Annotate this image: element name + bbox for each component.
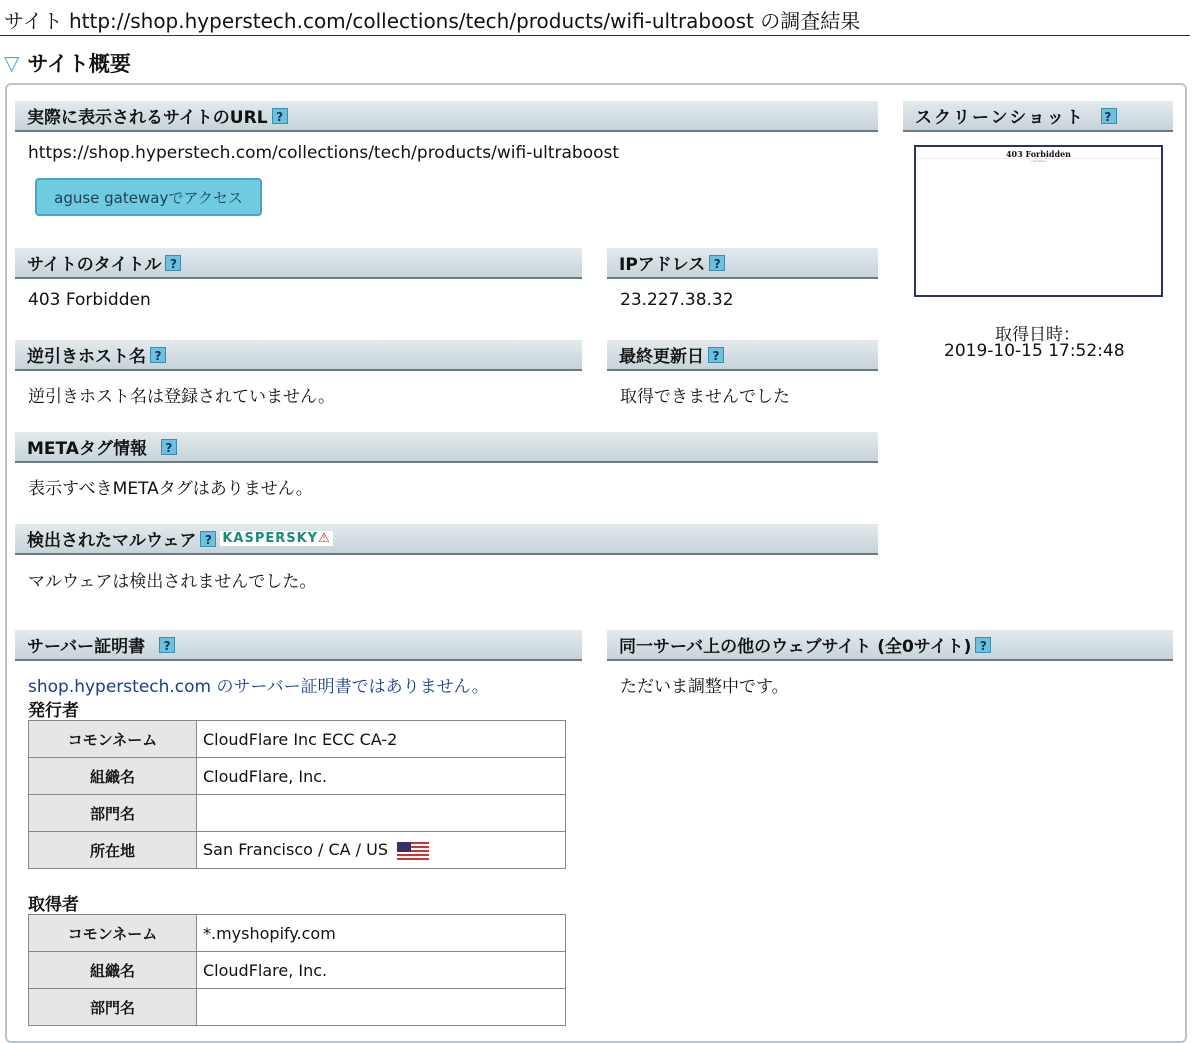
table-row	[29, 915, 566, 952]
date-label: 取得日時：	[995, 325, 1080, 345]
site-title-value: 403 Forbidden	[28, 290, 151, 310]
heading: IPアドレス	[619, 255, 706, 275]
screenshot-page-title: 403 Forbidden	[916, 147, 1161, 159]
help-icon[interactable]: ?	[1101, 108, 1117, 124]
malware-value: マルウェアは検出されませんでした。	[28, 572, 317, 592]
heading: 最終更新日	[619, 347, 704, 367]
row-label: 部門名	[29, 795, 197, 832]
cert-header	[15, 629, 582, 661]
same-server-header	[607, 629, 1173, 661]
help-icon[interactable]: ?	[272, 108, 288, 124]
updated-header	[607, 339, 878, 371]
heading: 検出されたマルウェア	[27, 531, 197, 551]
heading: 逆引きホスト名	[27, 347, 146, 367]
help-icon[interactable]: ?	[150, 347, 166, 363]
kaspersky-logo: KASPERSKY⚠	[222, 531, 331, 546]
help-icon[interactable]: ?	[709, 255, 725, 271]
heading: スクリーンショット	[915, 108, 1085, 128]
meta-header	[15, 431, 878, 463]
heading: 同一サーバ上の他のウェブサイト (全0サイト)	[619, 637, 972, 657]
help-icon[interactable]: ?	[161, 439, 177, 455]
ip-header	[607, 247, 878, 279]
ip-value: 23.227.38.32	[620, 290, 734, 310]
row-value	[197, 795, 566, 832]
row-label: コモンネーム	[29, 721, 197, 758]
meta-value: 表示すべきMETAタグはありません。	[28, 479, 313, 499]
table-row	[29, 952, 566, 989]
row-value: CloudFlare, Inc.	[197, 952, 566, 989]
help-icon[interactable]: ?	[200, 531, 216, 547]
table-row	[29, 758, 566, 795]
malware-header	[15, 523, 878, 555]
help-icon[interactable]: ?	[708, 347, 724, 363]
row-value: *.myshopify.com	[197, 915, 566, 952]
screenshot-header	[903, 100, 1173, 132]
screenshot-page-sub: cloudflare	[1031, 159, 1046, 163]
help-icon[interactable]: ?	[159, 637, 175, 653]
issuer-label: 発行者	[28, 701, 79, 721]
subject-label: 取得者	[28, 895, 79, 915]
updated-value: 取得できませんでした	[620, 387, 790, 407]
same-server-value: ただいま調整中です。	[620, 677, 789, 697]
section-site-overview[interactable]	[4, 48, 131, 78]
table-row	[29, 721, 566, 758]
site-title-header	[15, 247, 582, 279]
collapse-triangle-icon[interactable]: ▽	[4, 51, 20, 75]
heading: METAタグ情報	[27, 439, 147, 459]
row-value: CloudFlare, Inc.	[197, 758, 566, 795]
us-flag-icon	[397, 842, 429, 860]
heading: サーバー証明書	[27, 637, 146, 657]
row-value: CloudFlare Inc ECC CA-2	[197, 721, 566, 758]
site-screenshot[interactable]	[914, 145, 1163, 297]
issuer-table	[28, 720, 566, 869]
rdns-value: 逆引きホスト名は登録されていません。	[28, 387, 336, 407]
row-label: 組織名	[29, 758, 197, 795]
page-title: サイト http://shop.hyperstech.com/collections/tech/products/wifi-ultraboost の調査結果	[0, 0, 1190, 36]
row-label: 所在地	[29, 832, 197, 869]
subject-table	[28, 914, 566, 1026]
heading: サイトのタイトル	[27, 255, 162, 275]
section-title: サイト概要	[27, 52, 131, 76]
row-label: 組織名	[29, 952, 197, 989]
help-icon[interactable]: ?	[975, 637, 991, 653]
capture-date: 2019-10-15 17:52:48	[944, 341, 1125, 361]
actual-url: https://shop.hyperstech.com/collections/tech/products/wifi-ultraboost	[28, 143, 620, 163]
heading: 実際に表示されるサイトのURL	[27, 108, 268, 128]
row-label: コモンネーム	[29, 915, 197, 952]
table-row	[29, 832, 566, 869]
cert-notice: のサーバー証明書ではありません。	[211, 677, 489, 697]
row-label: 部門名	[29, 989, 197, 1026]
row-value	[197, 832, 566, 869]
table-row	[29, 795, 566, 832]
location-text: San Francisco / CA / US	[203, 840, 389, 860]
cert-domain-link[interactable]: shop.hyperstech.com	[28, 677, 212, 697]
url-header	[15, 100, 878, 132]
help-icon[interactable]: ?	[165, 255, 181, 271]
rdns-header	[15, 339, 582, 371]
aguse-gateway-button[interactable]: aguse gatewayでアクセス	[35, 178, 262, 216]
